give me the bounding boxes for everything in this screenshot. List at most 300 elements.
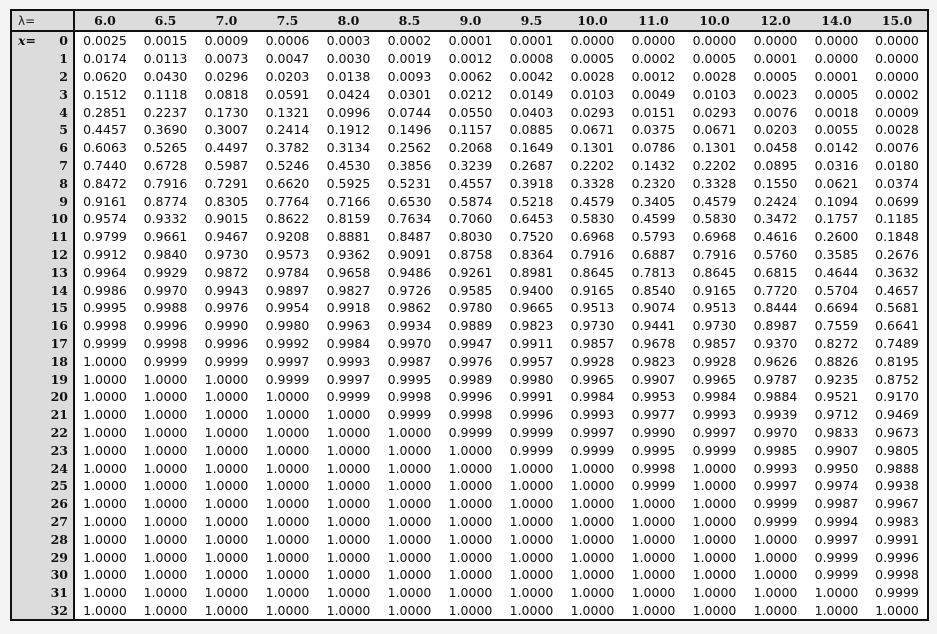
probability-cell: 0.9977 [631, 407, 676, 423]
lambda-header-cell: 15.0 [867, 10, 928, 31]
probability-cell: 0.9934 [387, 318, 432, 334]
probability-cell: 1.0000 [570, 549, 615, 565]
probability-cell: 0.0301 [387, 86, 432, 102]
probability-cell: 0.9161 [83, 193, 127, 209]
probability-cell: 1.0000 [326, 478, 371, 494]
table-row [11, 459, 928, 477]
probability-cell: 0.9998 [387, 389, 432, 405]
probability-cell: 0.9928 [570, 353, 615, 369]
probability-cell: 0.0005 [692, 51, 737, 67]
x-value: 27 [50, 513, 68, 529]
probability-cell: 1.0000 [570, 513, 615, 529]
probability-cell: 0.0403 [509, 104, 554, 120]
probability-cell: 0.9673 [875, 424, 919, 440]
x-value-cell [11, 477, 74, 495]
probability-cell: 0.2676 [875, 246, 919, 262]
lambda-header-cell: 10.0 [684, 10, 745, 31]
lambda-header-cell: 7.5 [257, 10, 318, 31]
probability-cell: 0.9513 [570, 300, 615, 316]
x-value: 3 [59, 86, 68, 102]
probability-cell: 1.0000 [204, 389, 249, 405]
probability-cell: 0.9953 [631, 389, 676, 405]
table-row [11, 513, 928, 531]
probability-cell: 0.9999 [204, 353, 249, 369]
x-value: 26 [50, 496, 68, 512]
x-value: 9 [59, 193, 68, 209]
probability-cell: 0.9907 [814, 442, 859, 458]
probability-cell: 0.9993 [570, 407, 615, 423]
probability-cell: 0.9787 [753, 371, 798, 387]
x-value-cell [11, 388, 74, 406]
probability-cell: 1.0000 [143, 567, 188, 583]
probability-cell: 1.0000 [326, 585, 371, 601]
probability-cell: 1.0000 [265, 496, 310, 512]
probability-cell: 0.3328 [692, 175, 737, 191]
probability-cell: 0.9467 [204, 229, 249, 245]
probability-cell: 0.0103 [570, 86, 615, 102]
x-value: 2 [59, 68, 68, 84]
probability-cell: 0.9984 [692, 389, 737, 405]
probability-cell: 1.0000 [265, 513, 310, 529]
probability-cell: 0.0000 [692, 33, 737, 49]
probability-cell: 1.0000 [387, 585, 432, 601]
probability-cell: 0.9998 [83, 318, 127, 334]
probability-cell: 0.8540 [631, 282, 676, 298]
probability-cell: 0.7720 [753, 282, 798, 298]
probability-cell: 0.0073 [204, 51, 249, 67]
table-row [11, 548, 928, 566]
probability-cell: 1.0000 [204, 602, 249, 618]
probability-cell: 1.0000 [448, 496, 493, 512]
probability-cell: 0.4579 [692, 193, 737, 209]
probability-cell: 1.0000 [326, 442, 371, 458]
probability-cell: 0.3856 [387, 157, 432, 173]
probability-cell: 0.0103 [692, 86, 737, 102]
probability-cell: 1.0000 [448, 460, 493, 476]
probability-cell: 1.0000 [448, 602, 493, 618]
probability-cell: 0.9999 [753, 496, 798, 512]
probability-cell: 0.9726 [387, 282, 432, 298]
probability-cell: 0.0374 [875, 175, 919, 191]
probability-cell: 0.5681 [875, 300, 919, 316]
probability-cell: 0.9897 [265, 282, 310, 298]
probability-cell: 0.7764 [265, 193, 310, 209]
probability-cell: 0.3632 [875, 264, 919, 280]
probability-cell: 1.0000 [265, 549, 310, 565]
probability-cell: 0.9911 [509, 335, 554, 351]
probability-cell: 0.0042 [509, 68, 554, 84]
lambda-header-cell: 8.0 [318, 10, 379, 31]
x-value-cell [11, 157, 74, 175]
probability-cell: 1.0000 [570, 478, 615, 494]
probability-cell: 1.0000 [83, 460, 127, 476]
probability-cell: 1.0000 [204, 513, 249, 529]
probability-cell: 1.0000 [326, 460, 371, 476]
probability-cell: 1.0000 [692, 513, 737, 529]
probability-cell: 0.3007 [204, 122, 249, 138]
probability-cell: 0.0142 [814, 140, 859, 156]
table-row [11, 103, 928, 121]
probability-cell: 0.1321 [265, 104, 310, 120]
probability-cell: 1.0000 [83, 389, 127, 405]
probability-cell: 0.1118 [143, 86, 188, 102]
probability-cell: 0.0000 [570, 33, 615, 49]
lambda-header-cell: 8.5 [379, 10, 440, 31]
probability-cell: 0.0744 [387, 104, 432, 120]
probability-cell: 1.0000 [692, 531, 737, 547]
probability-cell: 0.0000 [814, 33, 859, 49]
probability-cell: 1.0000 [692, 460, 737, 476]
x-value-cell [11, 370, 74, 388]
probability-cell: 0.9235 [814, 371, 859, 387]
probability-cell: 0.6968 [570, 229, 615, 245]
probability-cell: 0.0076 [753, 104, 798, 120]
x-value: 15 [50, 300, 68, 316]
probability-cell: 0.9987 [387, 353, 432, 369]
probability-cell: 0.0028 [692, 68, 737, 84]
table-body [11, 31, 928, 620]
table-row [11, 263, 928, 281]
probability-cell: 0.0030 [326, 51, 371, 67]
probability-cell: 1.0000 [143, 496, 188, 512]
probability-cell: 0.6694 [814, 300, 859, 316]
probability-cell: 1.0000 [753, 585, 798, 601]
probability-cell: 0.9999 [753, 513, 798, 529]
probability-cell: 0.0699 [875, 193, 919, 209]
x-value-cell [11, 424, 74, 442]
probability-cell: 0.7916 [570, 246, 615, 262]
probability-cell: 0.9574 [83, 211, 127, 227]
x-value: 31 [50, 585, 68, 601]
probability-cell: 0.8487 [387, 229, 432, 245]
probability-cell: 1.0000 [326, 531, 371, 547]
probability-cell: 0.0018 [814, 104, 859, 120]
x-value-cell [11, 459, 74, 477]
probability-cell: 0.1757 [814, 211, 859, 227]
probability-cell: 0.9165 [570, 282, 615, 298]
probability-cell: 0.9995 [631, 442, 676, 458]
probability-cell: 0.3782 [265, 140, 310, 156]
probability-cell: 0.8645 [570, 264, 615, 280]
probability-cell: 0.5218 [509, 193, 554, 209]
probability-cell: 1.0000 [83, 424, 127, 440]
x-value-cell [11, 68, 74, 86]
table-row [11, 121, 928, 139]
probability-cell: 0.0002 [631, 51, 676, 67]
probability-cell: 0.0006 [265, 33, 310, 49]
x-value: 0 [59, 33, 68, 49]
probability-cell: 1.0000 [326, 513, 371, 529]
probability-cell: 0.9833 [814, 424, 859, 440]
probability-cell: 0.8987 [753, 318, 798, 334]
probability-cell: 0.0000 [875, 68, 919, 84]
probability-cell: 1.0000 [83, 549, 127, 565]
probability-cell: 1.0000 [387, 478, 432, 494]
probability-cell: 0.9658 [326, 264, 371, 280]
probability-cell: 1.0000 [265, 531, 310, 547]
probability-cell: 0.0009 [875, 104, 919, 120]
table-row [11, 335, 928, 353]
probability-cell: 0.9165 [692, 282, 737, 298]
probability-cell: 0.0062 [448, 68, 493, 84]
probability-cell: 0.1848 [875, 229, 919, 245]
probability-cell: 1.0000 [692, 585, 737, 601]
probability-cell: 1.0000 [448, 585, 493, 601]
probability-cell: 1.0000 [387, 424, 432, 440]
probability-cell: 0.9823 [509, 318, 554, 334]
table-row [11, 31, 928, 50]
probability-cell: 1.0000 [509, 602, 554, 618]
probability-cell: 1.0000 [143, 442, 188, 458]
probability-cell: 0.1649 [509, 140, 554, 156]
probability-cell: 1.0000 [143, 371, 188, 387]
probability-cell: 0.0113 [143, 51, 188, 67]
probability-cell: 0.5246 [265, 157, 310, 173]
probability-cell: 0.0818 [204, 86, 249, 102]
probability-cell: 0.9208 [265, 229, 310, 245]
x-value-cell [11, 406, 74, 424]
probability-cell: 1.0000 [204, 442, 249, 458]
x-value: 11 [50, 229, 68, 245]
probability-cell: 0.9929 [143, 264, 188, 280]
probability-cell: 0.8195 [875, 353, 919, 369]
probability-cell: 0.9990 [631, 424, 676, 440]
probability-cell: 0.9918 [326, 300, 371, 316]
probability-cell: 0.1185 [875, 211, 919, 227]
probability-cell: 1.0000 [83, 602, 127, 618]
probability-cell: 0.9370 [753, 335, 798, 351]
probability-cell: 1.0000 [753, 567, 798, 583]
probability-cell: 0.9987 [814, 496, 859, 512]
probability-cell: 0.9999 [143, 353, 188, 369]
probability-cell: 0.7520 [509, 229, 554, 245]
probability-cell: 0.8622 [265, 211, 310, 227]
probability-cell: 0.7813 [631, 264, 676, 280]
probability-cell: 1.0000 [570, 585, 615, 601]
probability-cell: 0.9999 [265, 371, 310, 387]
x-value-cell [11, 121, 74, 139]
lambda-header-cell: 6.0 [74, 10, 135, 31]
probability-cell: 0.7916 [692, 246, 737, 262]
probability-cell: 1.0000 [326, 424, 371, 440]
probability-cell: 0.9998 [448, 407, 493, 423]
probability-cell: 0.9585 [448, 282, 493, 298]
x-value: 29 [50, 549, 68, 565]
probability-cell: 1.0000 [326, 496, 371, 512]
probability-cell: 0.0002 [875, 86, 919, 102]
probability-cell: 0.9970 [387, 335, 432, 351]
probability-cell: 0.2068 [448, 140, 493, 156]
probability-cell: 0.9996 [448, 389, 493, 405]
probability-cell: 0.9889 [448, 318, 493, 334]
probability-cell: 0.0003 [326, 33, 371, 49]
table-row [11, 530, 928, 548]
probability-cell: 0.8758 [448, 246, 493, 262]
probability-cell: 0.9015 [204, 211, 249, 227]
probability-cell: 1.0000 [875, 602, 919, 618]
probability-cell: 0.9400 [509, 282, 554, 298]
lambda-header-cell: 9.0 [440, 10, 501, 31]
probability-cell: 0.9984 [326, 335, 371, 351]
probability-cell: 0.9827 [326, 282, 371, 298]
probability-cell: 0.0009 [204, 33, 249, 49]
probability-cell: 0.9573 [265, 246, 310, 262]
probability-cell: 1.0000 [83, 478, 127, 494]
probability-cell: 0.0180 [875, 157, 919, 173]
probability-cell: 1.0000 [631, 513, 676, 529]
probability-cell: 1.0000 [204, 496, 249, 512]
probability-cell: 0.8881 [326, 229, 371, 245]
probability-cell: 0.0000 [875, 33, 919, 49]
probability-cell: 1.0000 [265, 478, 310, 494]
probability-cell: 0.0012 [631, 68, 676, 84]
probability-cell: 1.0000 [814, 602, 859, 618]
probability-cell: 0.7060 [448, 211, 493, 227]
probability-cell: 0.5704 [814, 282, 859, 298]
probability-cell: 1.0000 [143, 478, 188, 494]
probability-cell: 0.4599 [631, 211, 676, 227]
probability-cell: 1.0000 [448, 531, 493, 547]
probability-cell: 1.0000 [570, 602, 615, 618]
probability-cell: 1.0000 [692, 549, 737, 565]
probability-cell: 0.9730 [570, 318, 615, 334]
probability-cell: 0.0671 [692, 122, 737, 138]
probability-cell: 0.0550 [448, 104, 493, 120]
probability-cell: 0.9986 [83, 282, 127, 298]
probability-cell: 0.2202 [692, 157, 737, 173]
probability-cell: 1.0000 [83, 407, 127, 423]
probability-cell: 0.7489 [875, 335, 919, 351]
probability-cell: 0.9626 [753, 353, 798, 369]
x-value: 7 [59, 157, 68, 173]
probability-cell: 0.6815 [753, 264, 798, 280]
x-value: 6 [59, 140, 68, 156]
probability-cell: 0.9441 [631, 318, 676, 334]
probability-cell: 0.9999 [509, 424, 554, 440]
lambda-header-cell: 14.0 [806, 10, 867, 31]
probability-cell: 0.9998 [631, 460, 676, 476]
lambda-header-row [11, 10, 928, 31]
probability-cell: 0.9862 [387, 300, 432, 316]
probability-cell: 0.9805 [875, 442, 919, 458]
probability-cell: 0.9999 [509, 442, 554, 458]
probability-cell: 1.0000 [753, 531, 798, 547]
probability-cell: 0.8159 [326, 211, 371, 227]
probability-cell: 0.5231 [387, 175, 432, 191]
x-value: 20 [50, 389, 68, 405]
probability-cell: 0.0458 [753, 140, 798, 156]
probability-cell: 1.0000 [509, 460, 554, 476]
probability-cell: 0.0000 [631, 33, 676, 49]
x-value-cell [11, 441, 74, 459]
probability-cell: 0.0000 [875, 51, 919, 67]
probability-cell: 1.0000 [326, 407, 371, 423]
probability-cell: 1.0000 [326, 602, 371, 618]
probability-cell: 0.0093 [387, 68, 432, 84]
probability-cell: 0.0885 [509, 122, 554, 138]
probability-cell: 0.6728 [143, 157, 188, 173]
probability-cell: 1.0000 [265, 424, 310, 440]
probability-cell: 0.9983 [875, 513, 919, 529]
x-value: 12 [50, 246, 68, 262]
lambda-corner-label: λ= [11, 10, 74, 31]
probability-cell: 1.0000 [570, 531, 615, 547]
table-row [11, 602, 928, 621]
probability-cell: 0.0203 [753, 122, 798, 138]
probability-cell: 1.0000 [692, 496, 737, 512]
probability-cell: 1.0000 [387, 602, 432, 618]
probability-cell: 0.0005 [814, 86, 859, 102]
probability-cell: 1.0000 [83, 442, 127, 458]
probability-cell: 0.0025 [83, 33, 127, 49]
probability-cell: 0.3328 [570, 175, 615, 191]
probability-cell: 0.2851 [83, 104, 127, 120]
probability-cell: 0.0028 [875, 122, 919, 138]
x-value-cell [11, 174, 74, 192]
lambda-header-cell: 6.5 [135, 10, 196, 31]
probability-cell: 1.0000 [83, 567, 127, 583]
probability-cell: 0.9857 [570, 335, 615, 351]
probability-cell: 0.5793 [631, 229, 676, 245]
probability-cell: 0.9995 [83, 300, 127, 316]
probability-cell: 0.9950 [814, 460, 859, 476]
probability-cell: 0.5830 [692, 211, 737, 227]
probability-cell: 0.9997 [814, 531, 859, 547]
probability-cell: 0.8030 [448, 229, 493, 245]
probability-cell: 0.9780 [448, 300, 493, 316]
table-row [11, 388, 928, 406]
probability-cell: 0.1912 [326, 122, 371, 138]
probability-cell: 0.9974 [814, 478, 859, 494]
table-row [11, 139, 928, 157]
probability-cell: 0.0151 [631, 104, 676, 120]
probability-cell: 0.0138 [326, 68, 371, 84]
probability-cell: 0.9170 [875, 389, 919, 405]
probability-cell: 1.0000 [204, 567, 249, 583]
lambda-header-cell: 9.5 [501, 10, 562, 31]
probability-cell: 0.4616 [753, 229, 798, 245]
x-value: 8 [59, 175, 68, 191]
probability-cell: 1.0000 [509, 567, 554, 583]
table-row [11, 424, 928, 442]
x-value-cell [11, 566, 74, 584]
x-value-cell [11, 263, 74, 281]
x-value: 28 [50, 531, 68, 547]
probability-cell: 1.0000 [265, 585, 310, 601]
probability-cell: 0.4644 [814, 264, 859, 280]
probability-cell: 0.9999 [448, 424, 493, 440]
probability-cell: 0.9980 [509, 371, 554, 387]
x-value-cell [11, 317, 74, 335]
probability-cell: 0.9665 [509, 300, 554, 316]
probability-cell: 0.6453 [509, 211, 554, 227]
probability-cell: 1.0000 [204, 407, 249, 423]
probability-cell: 0.9997 [570, 424, 615, 440]
x-value-cell [11, 85, 74, 103]
probability-cell: 0.9912 [83, 246, 127, 262]
x-value-cell [11, 602, 74, 621]
probability-cell: 1.0000 [387, 513, 432, 529]
probability-cell: 1.0000 [448, 567, 493, 583]
table-row [11, 174, 928, 192]
table-row [11, 495, 928, 513]
probability-cell: 0.7916 [143, 175, 188, 191]
probability-cell: 0.0591 [265, 86, 310, 102]
probability-cell: 0.9970 [143, 282, 188, 298]
probability-cell: 1.0000 [83, 513, 127, 529]
probability-cell: 0.9957 [509, 353, 554, 369]
probability-cell: 1.0000 [143, 602, 188, 618]
